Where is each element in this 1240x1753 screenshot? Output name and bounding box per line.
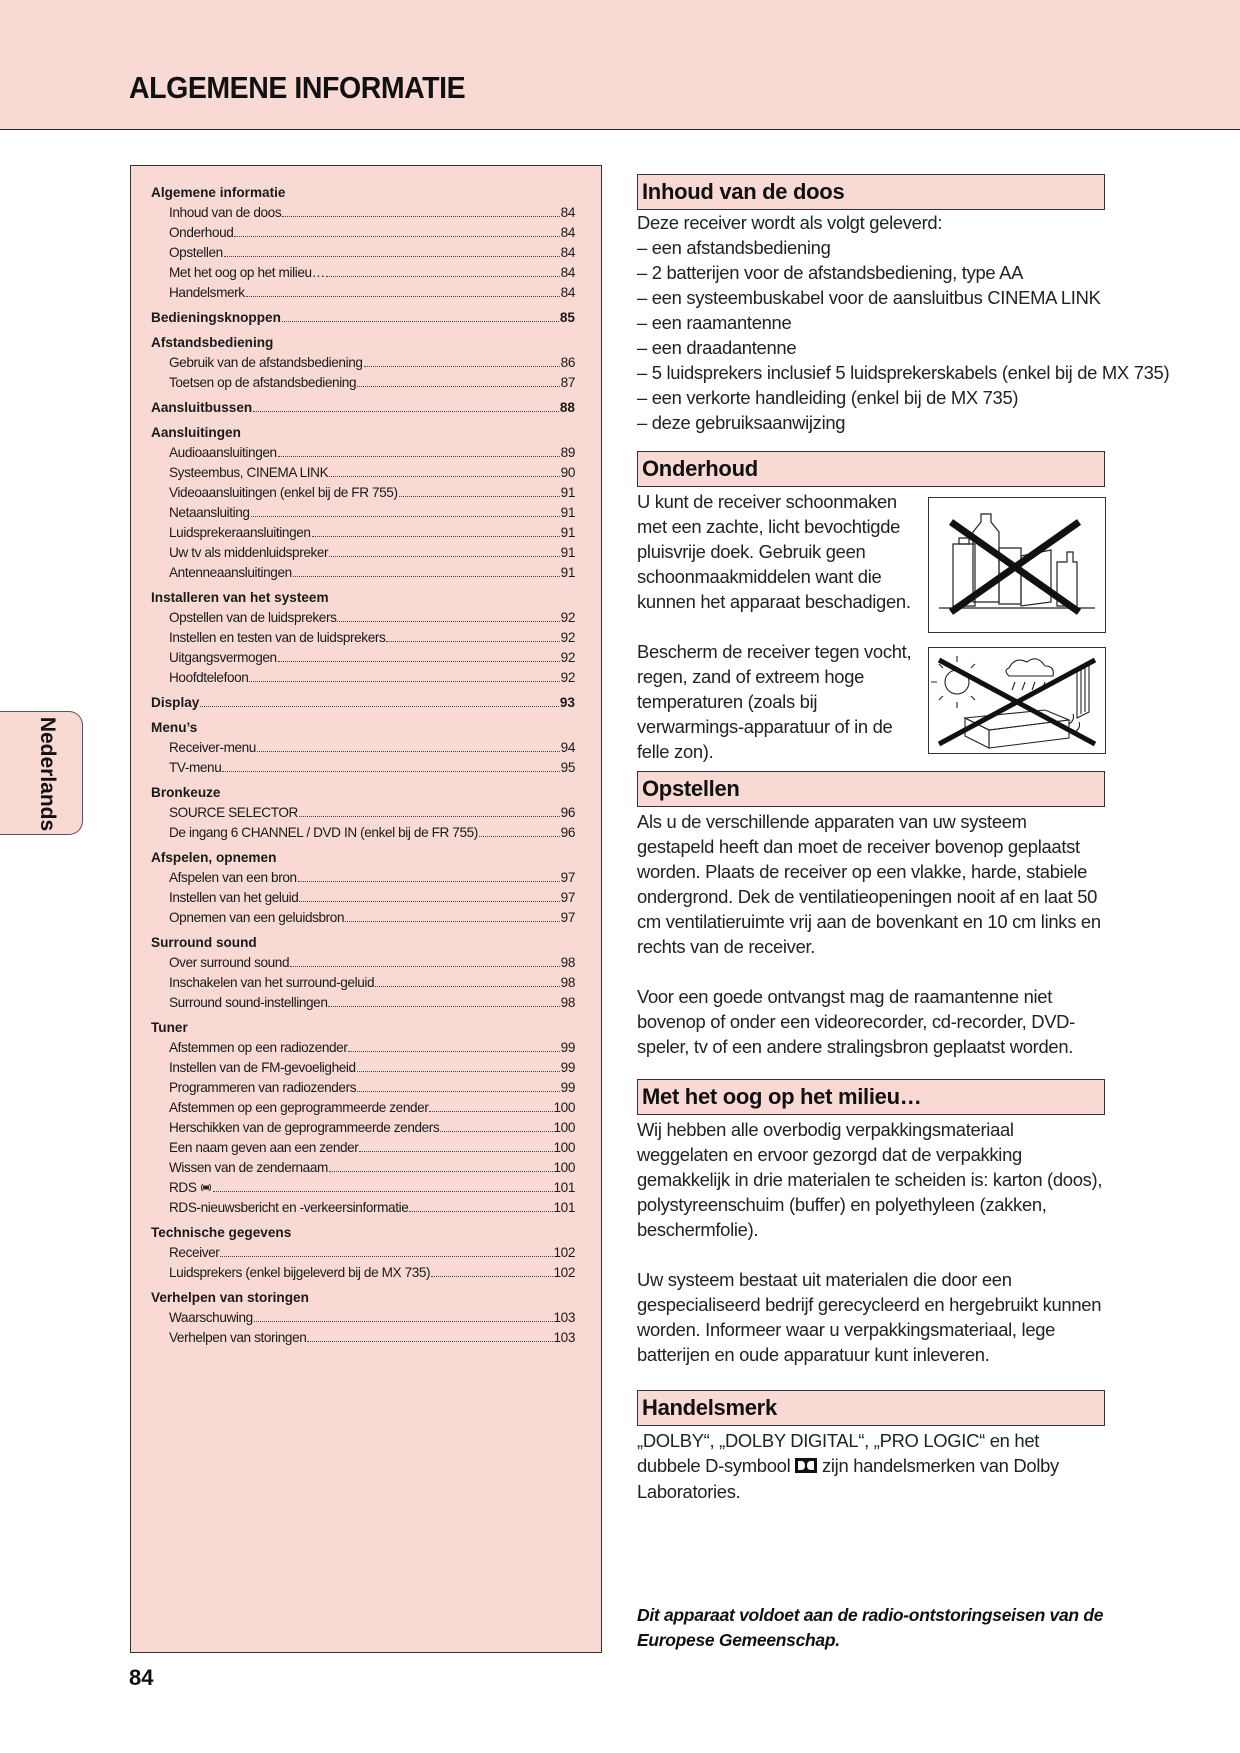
- toc-entry[interactable]: [151, 203, 575, 223]
- toc-heading[interactable]: [151, 783, 575, 803]
- toc-section: [151, 718, 575, 778]
- toc-entry[interactable]: [151, 868, 575, 888]
- toc-section: [151, 1223, 575, 1283]
- toc-entry-label: Wissen van de zendernaam: [169, 1160, 328, 1175]
- toc-entry[interactable]: [151, 1178, 575, 1198]
- toc-section: [151, 183, 575, 303]
- toc-entry[interactable]: [151, 543, 575, 563]
- toc-page-number: 85: [559, 310, 575, 325]
- toc-leader-dots: [431, 1276, 552, 1277]
- toc-heading-label: Surround sound: [151, 935, 257, 950]
- toc-page-number: 89: [560, 445, 575, 460]
- handelsmerk-paragraph: [637, 1428, 1107, 1504]
- language-tab-label: Nederlands: [36, 716, 59, 832]
- toc-heading-label: Bronkeuze: [151, 785, 221, 800]
- list-item: – een draadantenne: [637, 337, 797, 358]
- toc-heading[interactable]: [151, 1223, 575, 1243]
- toc-section: [151, 1018, 575, 1218]
- list-item: – een verkorte handleiding (enkel bij de MX 735): [637, 387, 1019, 408]
- toc-page-number: 92: [560, 650, 575, 665]
- toc-leader-dots: [299, 816, 560, 817]
- toc-entry-label: Met het oog op het milieu…: [169, 265, 325, 280]
- toc-entry-label: Antenneaansluitingen: [169, 565, 292, 580]
- toc-page-number: 103: [553, 1330, 575, 1345]
- toc-heading[interactable]: [151, 1288, 575, 1308]
- toc-entry-label: Toetsen op de afstandsbediening: [169, 375, 357, 390]
- toc-leader-dots: [329, 476, 559, 477]
- toc-entry-label: Herschikken van de geprogrammeerde zenders: [169, 1120, 440, 1135]
- toc-entry-label: Instellen en testen van de luidsprekers: [169, 630, 386, 645]
- toc-entry[interactable]: [151, 648, 575, 668]
- toc-entry[interactable]: [151, 1058, 575, 1078]
- toc-section: [151, 423, 575, 583]
- toc-entry-label: Audioaansluitingen: [169, 445, 277, 460]
- toc-section: [151, 308, 575, 328]
- section-heading-onderhoud: Onderhoud: [637, 451, 1105, 487]
- opstellen-paragraph-1: Als u de verschillende apparaten van uw systeem gestapeld heeft dan moet de receiver bovenop geplaatst worden. Plaats de receiver op een vlakke, harde, stabiele ondergrond. Dek de ventilatieopeningen nooit af en laat 50 cm ventilatieruimte vrij aan de bovenkant en 10 cm links en rechts van de receiver.: [637, 811, 1101, 957]
- toc-entry-label: Netaansluiting: [169, 505, 250, 520]
- toc-section: [151, 693, 575, 713]
- toc-entry[interactable]: [151, 223, 575, 243]
- toc-page-number: 91: [560, 505, 575, 520]
- toc-page-number: 100: [553, 1120, 575, 1135]
- toc-entry[interactable]: [151, 463, 575, 483]
- toc-page-number: 99: [560, 1060, 575, 1075]
- toc-leader-dots: [246, 296, 560, 297]
- section-heading-milieu: Met het oog op het milieu…: [637, 1079, 1105, 1115]
- toc-page-number: 94: [560, 740, 575, 755]
- toc-page-number: 99: [560, 1080, 575, 1095]
- toc-page-number: 84: [560, 245, 575, 260]
- handelsmerk-text-before: „DOLBY“, „DOLBY DIGITAL“, „PRO LOGIC“ en het dubbele D-symbool: [637, 1430, 1040, 1476]
- right-column: [637, 174, 1170, 1504]
- section-heading-handelsmerk: Handelsmerk: [637, 1390, 1105, 1426]
- toc-page-number: 97: [560, 910, 575, 925]
- toc-entry-label: Surround sound-instellingen: [169, 995, 328, 1010]
- list-item: – een afstandsbediening: [637, 237, 831, 258]
- toc-page-number: 101: [553, 1180, 575, 1195]
- toc-entry[interactable]: [151, 1158, 575, 1178]
- toc-leader-dots: [251, 516, 560, 517]
- toc-heading-label: Bedieningsknoppen: [151, 310, 281, 325]
- toc-heading-label: Display: [151, 695, 200, 710]
- toc-entry[interactable]: [151, 1078, 575, 1098]
- toc-entry[interactable]: [151, 243, 575, 263]
- toc-heading-label: Algemene informatie: [151, 185, 286, 200]
- toc-entry[interactable]: [151, 283, 575, 303]
- toc-heading-label: Tuner: [151, 1020, 188, 1035]
- toc-page-number: 91: [560, 565, 575, 580]
- toc-page-number: 93: [559, 695, 575, 710]
- toc-entry[interactable]: [151, 483, 575, 503]
- toc-leader-dots: [359, 1151, 552, 1152]
- inhoud-intro: Deze receiver wordt als volgt geleverd:: [637, 212, 943, 233]
- toc-page-number: 84: [560, 205, 575, 220]
- toc-leader-dots: [479, 836, 560, 837]
- toc-heading-label: Installeren van het systeem: [151, 590, 329, 605]
- toc-entry[interactable]: [151, 628, 575, 648]
- toc-page-number: 91: [560, 545, 575, 560]
- toc-heading-label: Aansluitingen: [151, 425, 241, 440]
- toc-entry[interactable]: [151, 1038, 575, 1058]
- toc-leader-dots: [213, 1191, 553, 1192]
- toc-entry[interactable]: [151, 668, 575, 688]
- toc-leader-dots: [326, 276, 560, 277]
- toc-heading-label: Afstandsbediening: [151, 335, 274, 350]
- toc-entry-label: Verhelpen van storingen: [169, 1330, 307, 1345]
- toc-leader-dots: [329, 556, 559, 557]
- toc-page-number: 95: [560, 760, 575, 775]
- toc-page-number: 99: [560, 1040, 575, 1055]
- toc-leader-dots: [429, 1111, 552, 1112]
- toc-entry-label: RDS-nieuwsbericht en -verkeersinformatie: [169, 1200, 409, 1215]
- toc-leader-dots: [399, 496, 560, 497]
- toc-section: [151, 398, 575, 418]
- toc-page-number: 91: [560, 485, 575, 500]
- toc-page-number: 84: [560, 265, 575, 280]
- milieu-paragraph-2: Uw systeem bestaat uit materialen die door een gespecialiseerd bedrijf gerecycleerd en hergebruikt kunnen worden. Informeer waar u verpakkingsmateriaal, lege batterijen en oude apparatuur kunt inleveren.: [637, 1269, 1102, 1365]
- toc-leader-dots: [337, 621, 559, 622]
- toc-section: [151, 933, 575, 1013]
- toc-entry-label: Hoofdtelefoon: [169, 670, 249, 685]
- toc-entry-label: Luidsprekers (enkel bijgeleverd bij de MX 735): [169, 1265, 431, 1280]
- toc-page-number: 100: [553, 1140, 575, 1155]
- toc-leader-dots: [348, 1051, 559, 1052]
- list-item: – 5 luidsprekers inclusief 5 luidsprekerskabels (enkel bij de MX 735): [637, 362, 1170, 383]
- toc-leader-dots: [257, 751, 560, 752]
- toc-entry[interactable]: [151, 993, 575, 1013]
- toc-leader-dots: [282, 216, 559, 217]
- toc-leader-dots: [282, 321, 559, 322]
- list-item: – 2 batterijen voor de afstandsbediening, type AA: [637, 262, 1024, 283]
- toc-entry[interactable]: [151, 738, 575, 758]
- toc-page-number: 100: [553, 1100, 575, 1115]
- toc-entry[interactable]: [151, 908, 575, 928]
- toc-heading[interactable]: [151, 718, 575, 738]
- toc-entry-label: Opstellen: [169, 245, 223, 260]
- toc-page-number: 91: [560, 525, 575, 540]
- toc-entry-label: Inschakelen van het surround-geluid: [169, 975, 375, 990]
- toc-heading-label: Verhelpen van storingen: [151, 1290, 309, 1305]
- toc-entry[interactable]: [151, 803, 575, 823]
- toc-entry-label: Een naam geven aan een zender: [169, 1140, 359, 1155]
- dolby-double-d-icon: [795, 1454, 817, 1479]
- toc-leader-dots: [290, 966, 560, 967]
- header-band: [0, 0, 1240, 130]
- toc-leader-dots: [328, 1006, 559, 1007]
- toc-entry-label: Receiver-menu: [169, 740, 256, 755]
- toc-entry[interactable]: [151, 263, 575, 283]
- toc-entry[interactable]: [151, 1198, 575, 1218]
- toc-entry[interactable]: [151, 953, 575, 973]
- toc-leader-dots: [357, 1091, 560, 1092]
- toc-heading-label: Technische gegevens: [151, 1225, 292, 1240]
- toc-page-number: 103: [553, 1310, 575, 1325]
- toc-page-number: 97: [560, 870, 575, 885]
- toc-entry[interactable]: [151, 1328, 575, 1348]
- toc-entry-label: Uw tv als middenluidspreker: [169, 545, 329, 560]
- toc-section: [151, 333, 575, 393]
- toc-entry[interactable]: [151, 608, 575, 628]
- toc-entry-label: Over surround sound: [169, 955, 290, 970]
- inhoud-list: [637, 235, 1170, 435]
- toc-entry-label: Waarschuwing: [169, 1310, 253, 1325]
- toc-leader-dots: [345, 921, 560, 922]
- toc-leader-dots: [386, 641, 559, 642]
- toc-entry[interactable]: [151, 973, 575, 993]
- toc-leader-dots: [364, 366, 560, 367]
- toc-heading[interactable]: [151, 183, 575, 203]
- section-milieu: [637, 1079, 1107, 1367]
- no-cleaning-agents-illustration: [928, 497, 1106, 633]
- toc-entry-label: Onderhoud: [169, 225, 234, 240]
- toc-heading[interactable]: [151, 693, 575, 713]
- toc-leader-dots: [357, 1071, 560, 1072]
- toc-entry[interactable]: [151, 758, 575, 778]
- toc-entry-label: De ingang 6 CHANNEL / DVD IN (enkel bij de FR 755): [169, 825, 478, 840]
- list-item: – een systeembuskabel voor de aansluitbus CINEMA LINK: [637, 287, 1101, 308]
- toc-leader-dots: [375, 986, 560, 987]
- toc-heading[interactable]: [151, 423, 575, 443]
- toc-leader-dots: [278, 661, 560, 662]
- toc-leader-dots: [409, 1211, 552, 1212]
- language-tab[interactable]: [0, 711, 83, 835]
- section-heading-opstellen: Opstellen: [637, 771, 1105, 807]
- onderhoud-paragraph-2: Bescherm de receiver tegen vocht, regen, zand of extreem hoge temperaturen (zoals bij verwarmings-apparatuur of in de felle zon).: [637, 641, 912, 762]
- section-inhoud: [637, 174, 1170, 435]
- toc-page-number: 84: [560, 225, 575, 240]
- toc-entry[interactable]: [151, 503, 575, 523]
- toc-leader-dots: [220, 1256, 552, 1257]
- toc-entry[interactable]: [151, 1243, 575, 1263]
- section-heading-inhoud: Inhoud van de doos: [637, 174, 1105, 210]
- toc-heading[interactable]: [151, 1018, 575, 1038]
- toc-heading[interactable]: [151, 933, 575, 953]
- toc-entry-label: SOURCE SELECTOR: [169, 805, 298, 820]
- toc-entry[interactable]: [151, 1118, 575, 1138]
- bottom-note: Dit apparaat voldoet aan de radio-ontstoringseisen van de Europese Gemeenschap.: [637, 1605, 1104, 1650]
- toc-entry[interactable]: [151, 443, 575, 463]
- section-opstellen: [637, 771, 1107, 1059]
- toc-entry-label: TV-menu: [169, 760, 222, 775]
- handelsmerk-text-after: zijn handelsmerken van Dolby Laboratories.: [637, 1455, 1059, 1502]
- toc-page-number: 96: [560, 805, 575, 820]
- toc-entry[interactable]: [151, 1308, 575, 1328]
- toc-leader-dots: [278, 456, 560, 457]
- toc-entry[interactable]: [151, 523, 575, 543]
- toc-page-number: 90: [560, 465, 575, 480]
- toc-page-number: 98: [560, 975, 575, 990]
- opstellen-paragraph-2: Voor een goede ontvangst mag de raamantenne niet bovenop of onder een videorecorder, cd-recorder, DVD-speler, tv of een andere stralingsbron geplaatst worden.: [637, 986, 1075, 1057]
- toc-page-number: 96: [560, 825, 575, 840]
- page-number: 84: [129, 1665, 154, 1690]
- toc-page-number: 92: [560, 610, 575, 625]
- toc-page-number: 86: [560, 355, 575, 370]
- toc-entry-label: Programmeren van radiozenders: [169, 1080, 357, 1095]
- toc-entry-label: Handelsmerk: [169, 285, 245, 300]
- toc-page-number: 92: [560, 630, 575, 645]
- toc-entry[interactable]: [151, 353, 575, 373]
- toc-page-number: 92: [560, 670, 575, 685]
- toc-section: [151, 588, 575, 688]
- toc-entry-label: Inhoud van de doos: [169, 205, 282, 220]
- table-of-contents: [130, 165, 602, 1653]
- toc-leader-dots: [312, 536, 560, 537]
- toc-leader-dots: [224, 256, 560, 257]
- toc-entry[interactable]: [151, 1098, 575, 1118]
- toc-page-number: 88: [559, 400, 575, 415]
- list-item: – een raamantenne: [637, 312, 792, 333]
- toc-entry[interactable]: [151, 823, 575, 843]
- toc-page-number: 98: [560, 995, 575, 1010]
- page-title: ALGEMENE INFORMATIE: [129, 70, 466, 105]
- toc-heading[interactable]: [151, 398, 575, 418]
- toc-entry[interactable]: [151, 563, 575, 583]
- toc-entry-label: Uitgangsvermogen: [169, 650, 277, 665]
- toc-page-number: 102: [553, 1245, 575, 1260]
- toc-section: [151, 1288, 575, 1348]
- toc-entry-label: Afstemmen op een radiozender: [169, 1040, 348, 1055]
- toc-heading[interactable]: [151, 333, 575, 353]
- toc-entry[interactable]: [151, 373, 575, 393]
- toc-entry-label: Opnemen van een geluidsbron: [169, 910, 345, 925]
- toc-leader-dots: [329, 1171, 553, 1172]
- rds-icon: [200, 1179, 212, 1190]
- toc-heading-label: Aansluitbussen: [151, 400, 253, 415]
- toc-leader-dots: [234, 236, 559, 237]
- toc-page-number: 97: [560, 890, 575, 905]
- toc-leader-dots: [307, 1341, 552, 1342]
- no-heat-moisture-illustration: [928, 647, 1106, 754]
- toc-entry-label: Instellen van het geluid: [169, 890, 299, 905]
- toc-entry-label: Gebruik van de afstandsbediening: [169, 355, 363, 370]
- toc-entry-label: Instellen van de FM-gevoeligheid: [169, 1060, 356, 1075]
- toc-entry[interactable]: [151, 1138, 575, 1158]
- toc-heading-label: Afspelen, opnemen: [151, 850, 277, 865]
- toc-leader-dots: [293, 576, 560, 577]
- toc-leader-dots: [222, 771, 559, 772]
- toc-leader-dots: [200, 706, 559, 707]
- toc-page-number: 98: [560, 955, 575, 970]
- toc-entry-label: Afspelen van een bron: [169, 870, 297, 885]
- toc-leader-dots: [299, 901, 559, 902]
- toc-page-number: 102: [553, 1265, 575, 1280]
- toc-page-number: 87: [560, 375, 575, 390]
- toc-entry-label: Luidsprekeraansluitingen: [169, 525, 311, 540]
- toc-leader-dots: [254, 1321, 553, 1322]
- toc-entry-label: Videoaansluitingen (enkel bij de FR 755): [169, 485, 398, 500]
- toc-heading[interactable]: [151, 848, 575, 868]
- onderhoud-paragraph-1: U kunt de receiver schoonmaken met een zachte, licht bevochtigde pluisvrije doek. Gebruik geen schoonmaakmiddelen want die kunnen het apparaat beschadigen.: [637, 491, 911, 612]
- toc-entry-label: RDS: [169, 1180, 197, 1195]
- section-handelsmerk: [637, 1390, 1107, 1504]
- list-item: – deze gebruiksaanwijzing: [637, 412, 846, 433]
- toc-leader-dots: [440, 1131, 552, 1132]
- toc-section: [151, 848, 575, 928]
- milieu-paragraph-1: Wij hebben alle overbodig verpakkingsmateriaal weggelaten en ervoor gezorgd dat de verpakking gemakkelijk in drie materialen te scheiden is: karton (doos), polystyreenschuim (buffer) en polyethyleen (zakken, beschermfolie).: [637, 1119, 1103, 1240]
- section-onderhoud: [637, 451, 1107, 771]
- toc-entry-label: Afstemmen op een geprogrammeerde zender: [169, 1100, 429, 1115]
- toc-leader-dots: [298, 881, 560, 882]
- toc-page-number: 100: [553, 1160, 575, 1175]
- toc-page-number: 101: [553, 1200, 575, 1215]
- toc-section: [151, 783, 575, 843]
- toc-entry[interactable]: [151, 1263, 575, 1283]
- toc-leader-dots: [249, 681, 559, 682]
- toc-entry-label: Systeembus, CINEMA LINK: [169, 465, 329, 480]
- toc-leader-dots: [253, 411, 559, 412]
- toc-leader-dots: [357, 386, 560, 387]
- toc-heading[interactable]: [151, 308, 575, 328]
- toc-entry-label: Opstellen van de luidsprekers: [169, 610, 337, 625]
- toc-entry-label: Receiver: [169, 1245, 220, 1260]
- toc-page-number: 84: [560, 285, 575, 300]
- toc-heading-label: Menu’s: [151, 720, 198, 735]
- toc-entry[interactable]: [151, 888, 575, 908]
- toc-heading[interactable]: [151, 588, 575, 608]
